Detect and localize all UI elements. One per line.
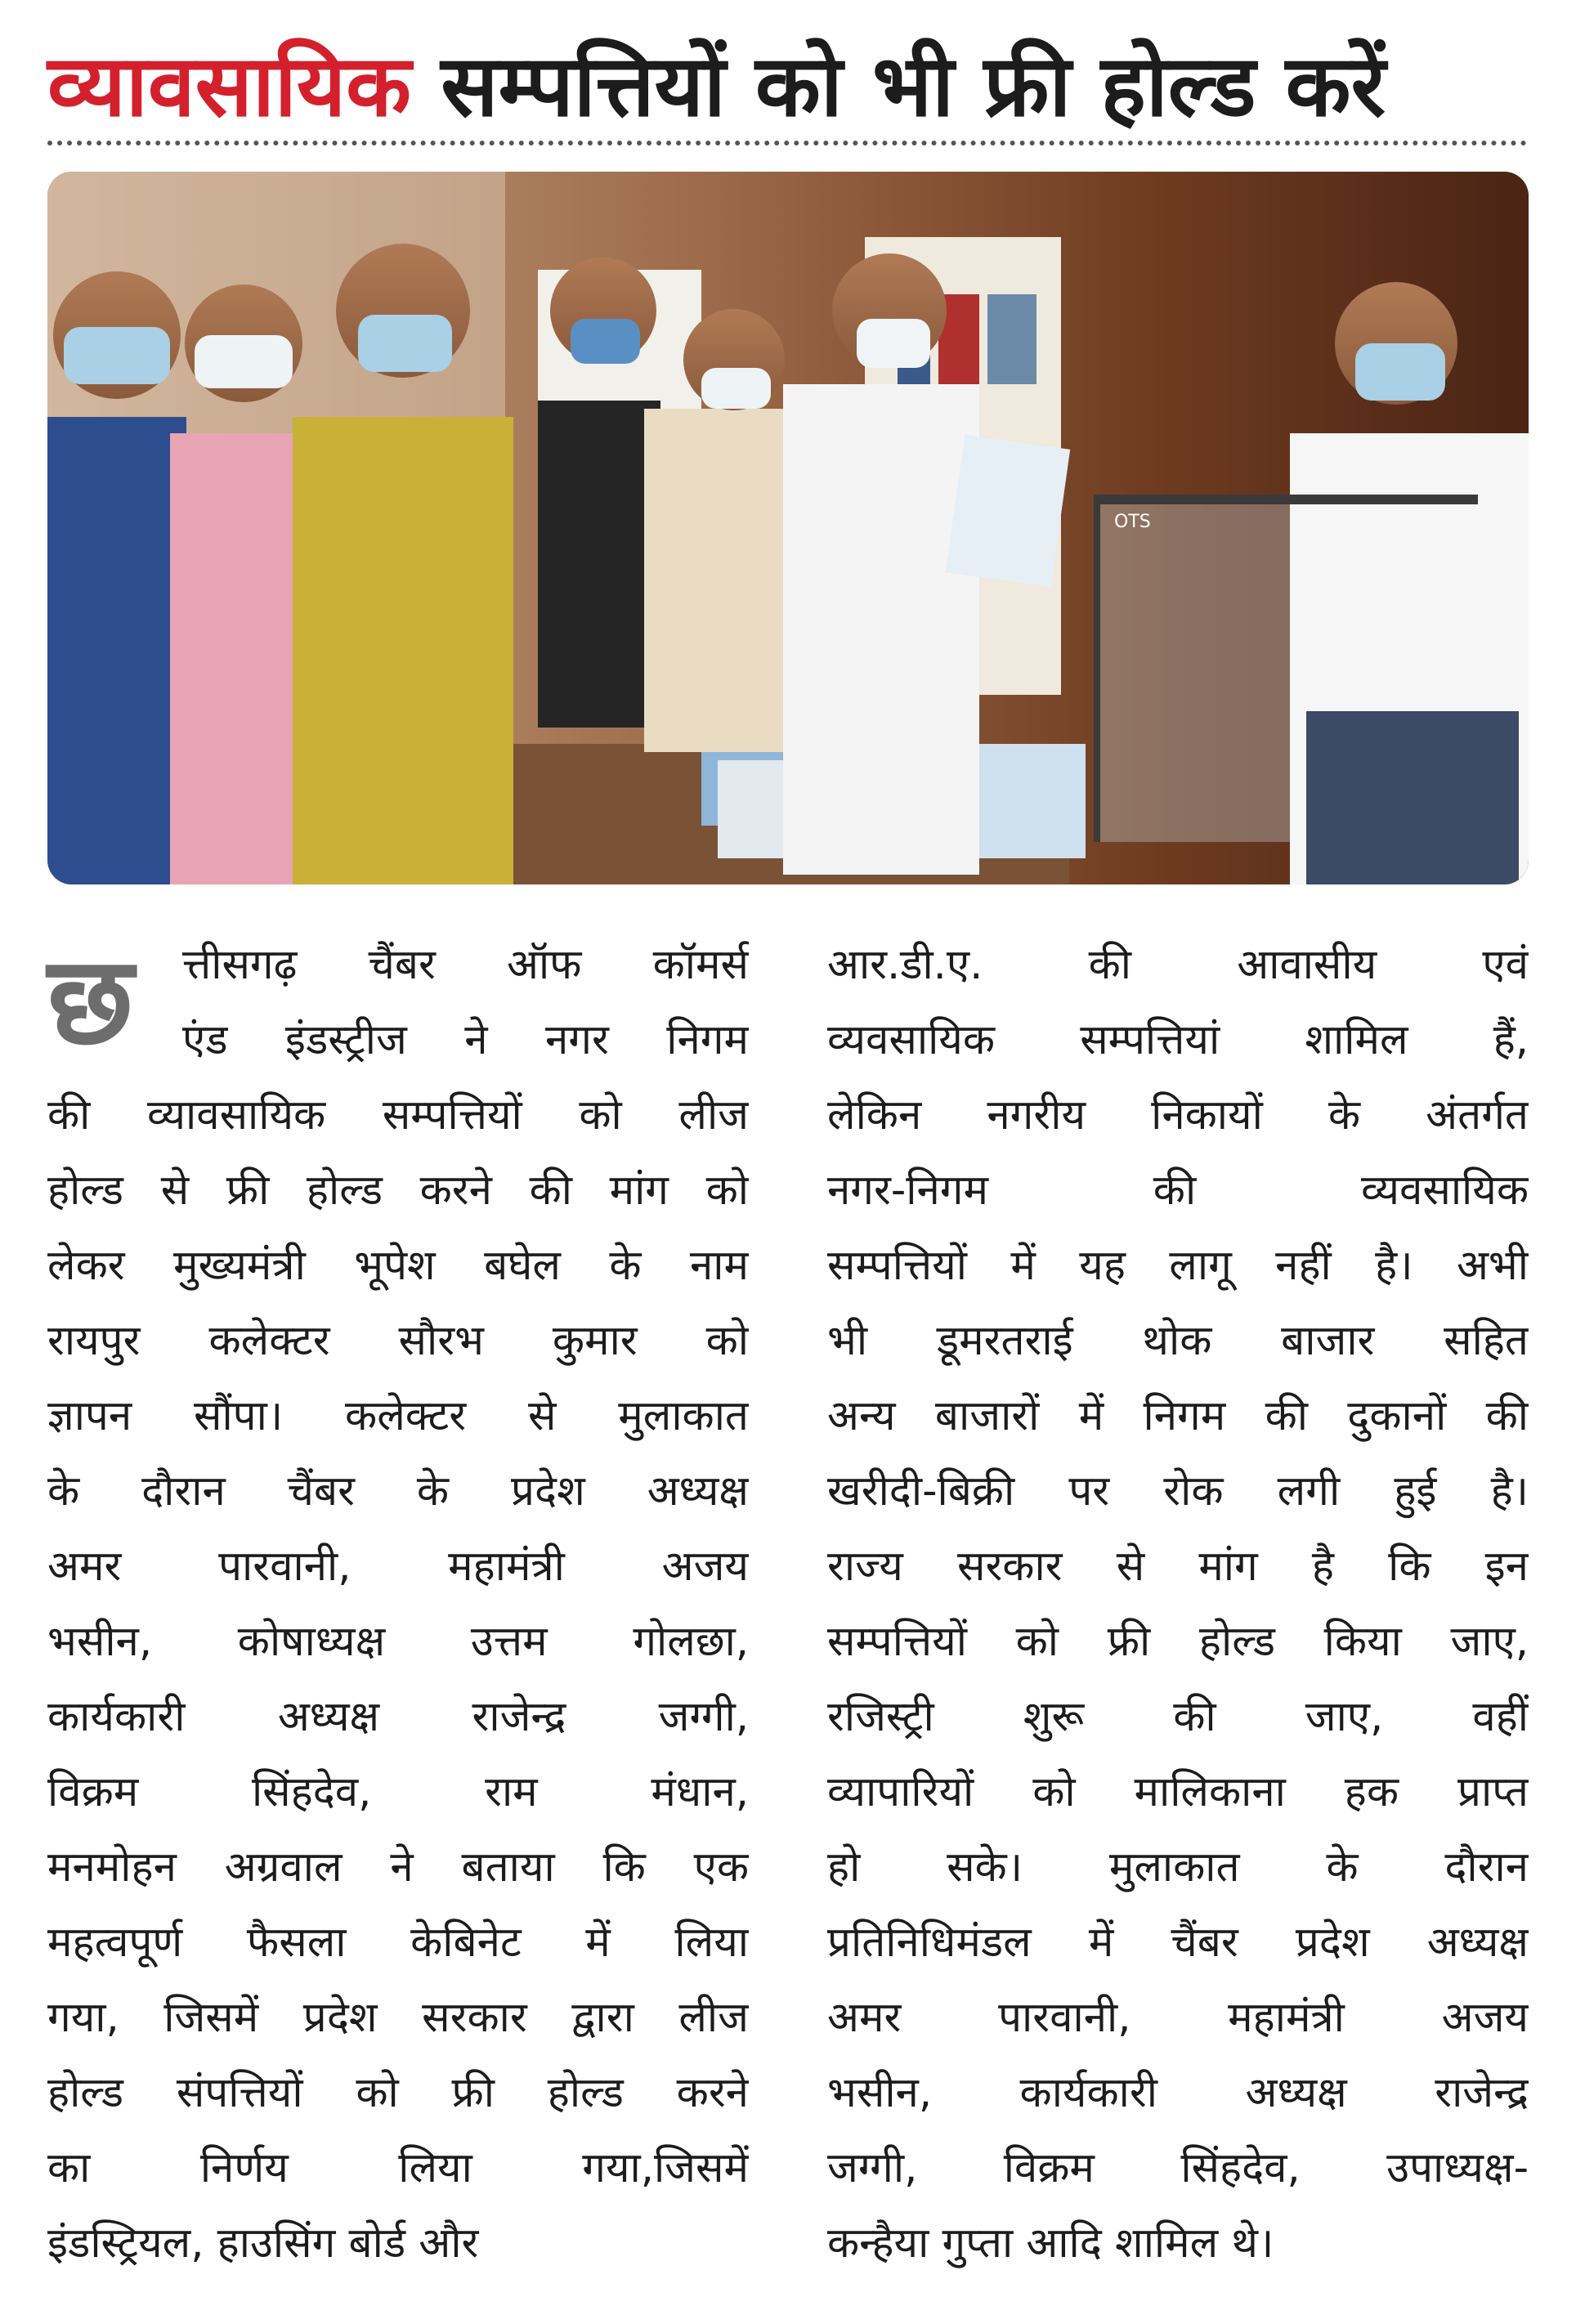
article-line: जग्गी, विक्रम सिंहदेव, उपाध्यक्ष- [827, 2144, 1529, 2192]
article-line: के दौरान चैंबर के प्रदेश अध्यक्ष [47, 1467, 749, 1516]
article-line: का निर्णय लिया गया,जिसमें [47, 2144, 749, 2192]
article-line: की व्यावसायिक सम्पत्तियों को लीज [47, 1091, 749, 1140]
article-line: त्तीसगढ़ चैंबर ऑफ कॉमर्स [182, 941, 749, 989]
headline-divider [47, 141, 1527, 146]
article-column-right [827, 928, 1529, 2281]
headline [47, 25, 1535, 147]
headline-rest: सम्पत्तियों को भी फ्री होल्ड करें [411, 36, 1386, 136]
article-line: राज्य सरकार से मांग है कि इन [827, 1543, 1529, 1591]
photo-brand-mark: OTS [1114, 512, 1151, 532]
article-line: लेकिन नगरीय निकायों के अंतर्गत [827, 1091, 1529, 1140]
article-line: होल्ड से फ्री होल्ड करने की मांग को [47, 1166, 749, 1215]
article-line: लेकर मुख्यमंत्री भूपेश बघेल के नाम [47, 1242, 749, 1290]
article-line: मनमोहन अग्रवाल ने बताया कि एक [47, 1843, 749, 1892]
headline-accent: व्यावसायिक [47, 36, 412, 136]
article-line: प्रतिनिधिमंडल में चैंबर प्रदेश अध्यक्ष [827, 1919, 1529, 1967]
article-line: कन्हैया गुप्ता आदि शामिल थे। [827, 2219, 1274, 2268]
article-line: खरीदी-बिक्री पर रोक लगी हुई है। [827, 1467, 1529, 1516]
article-line: आर.डी.ए. की आवासीय एवं [827, 941, 1529, 989]
article-line: होल्ड संपत्तियों को फ्री होल्ड करने [47, 2069, 749, 2117]
article-line: अमर पारवानी, महामंत्री अजय [47, 1543, 749, 1591]
article-line: भसीन, कोषाध्यक्ष उत्तम गोलछा, [47, 1618, 749, 1666]
article-line: रायपुर कलेक्टर सौरभ कुमार को [47, 1317, 749, 1365]
article-line: नगर-निगम की व्यवसायिक [827, 1166, 1529, 1215]
article-line: भी डूमरतराई थोक बाजार सहित [827, 1317, 1529, 1365]
article-column-left [47, 928, 749, 2281]
article-line: कार्यकारी अध्यक्ष राजेन्द्र जग्गी, [47, 1693, 749, 1741]
article-line: विक्रम सिंहदेव, राम मंधान, [47, 1768, 749, 1816]
article-line: हो सके। मुलाकात के दौरान [827, 1843, 1529, 1892]
article-line: सम्पत्तियों में यह लागू नहीं है। अभी [827, 1242, 1529, 1290]
article-line: रजिस्ट्री शुरू की जाए, वहीं [827, 1693, 1529, 1741]
article-line: व्यवसायिक सम्पत्तियां शामिल हैं, [827, 1016, 1529, 1064]
article-line: गया, जिसमें प्रदेश सरकार द्वारा लीज [47, 1994, 749, 2042]
article-line: महत्वपूर्ण फैसला केबिनेट में लिया [47, 1919, 749, 1967]
article-line: अमर पारवानी, महामंत्री अजय [827, 1994, 1529, 2042]
article-line: एंड इंडस्ट्रीज ने नगर निगम [182, 1016, 749, 1064]
article-line: ज्ञापन सौंपा। कलेक्टर से मुलाकात [47, 1392, 749, 1440]
article-line: सम्पत्तियों को फ्री होल्ड किया जाए, [827, 1618, 1529, 1666]
article-line: इंडस्ट्रियल, हाउसिंग बोर्ड और [47, 2219, 479, 2268]
article-line: भसीन, कार्यकारी अध्यक्ष राजेन्द्र [827, 2069, 1529, 2117]
article-dropcap: छ [47, 930, 134, 1072]
article-line: व्यापारियों को मालिकाना हक प्राप्त [827, 1768, 1529, 1816]
article-line: अन्य बाजारों में निगम की दुकानों की [827, 1392, 1529, 1440]
news-photo [47, 172, 1529, 884]
